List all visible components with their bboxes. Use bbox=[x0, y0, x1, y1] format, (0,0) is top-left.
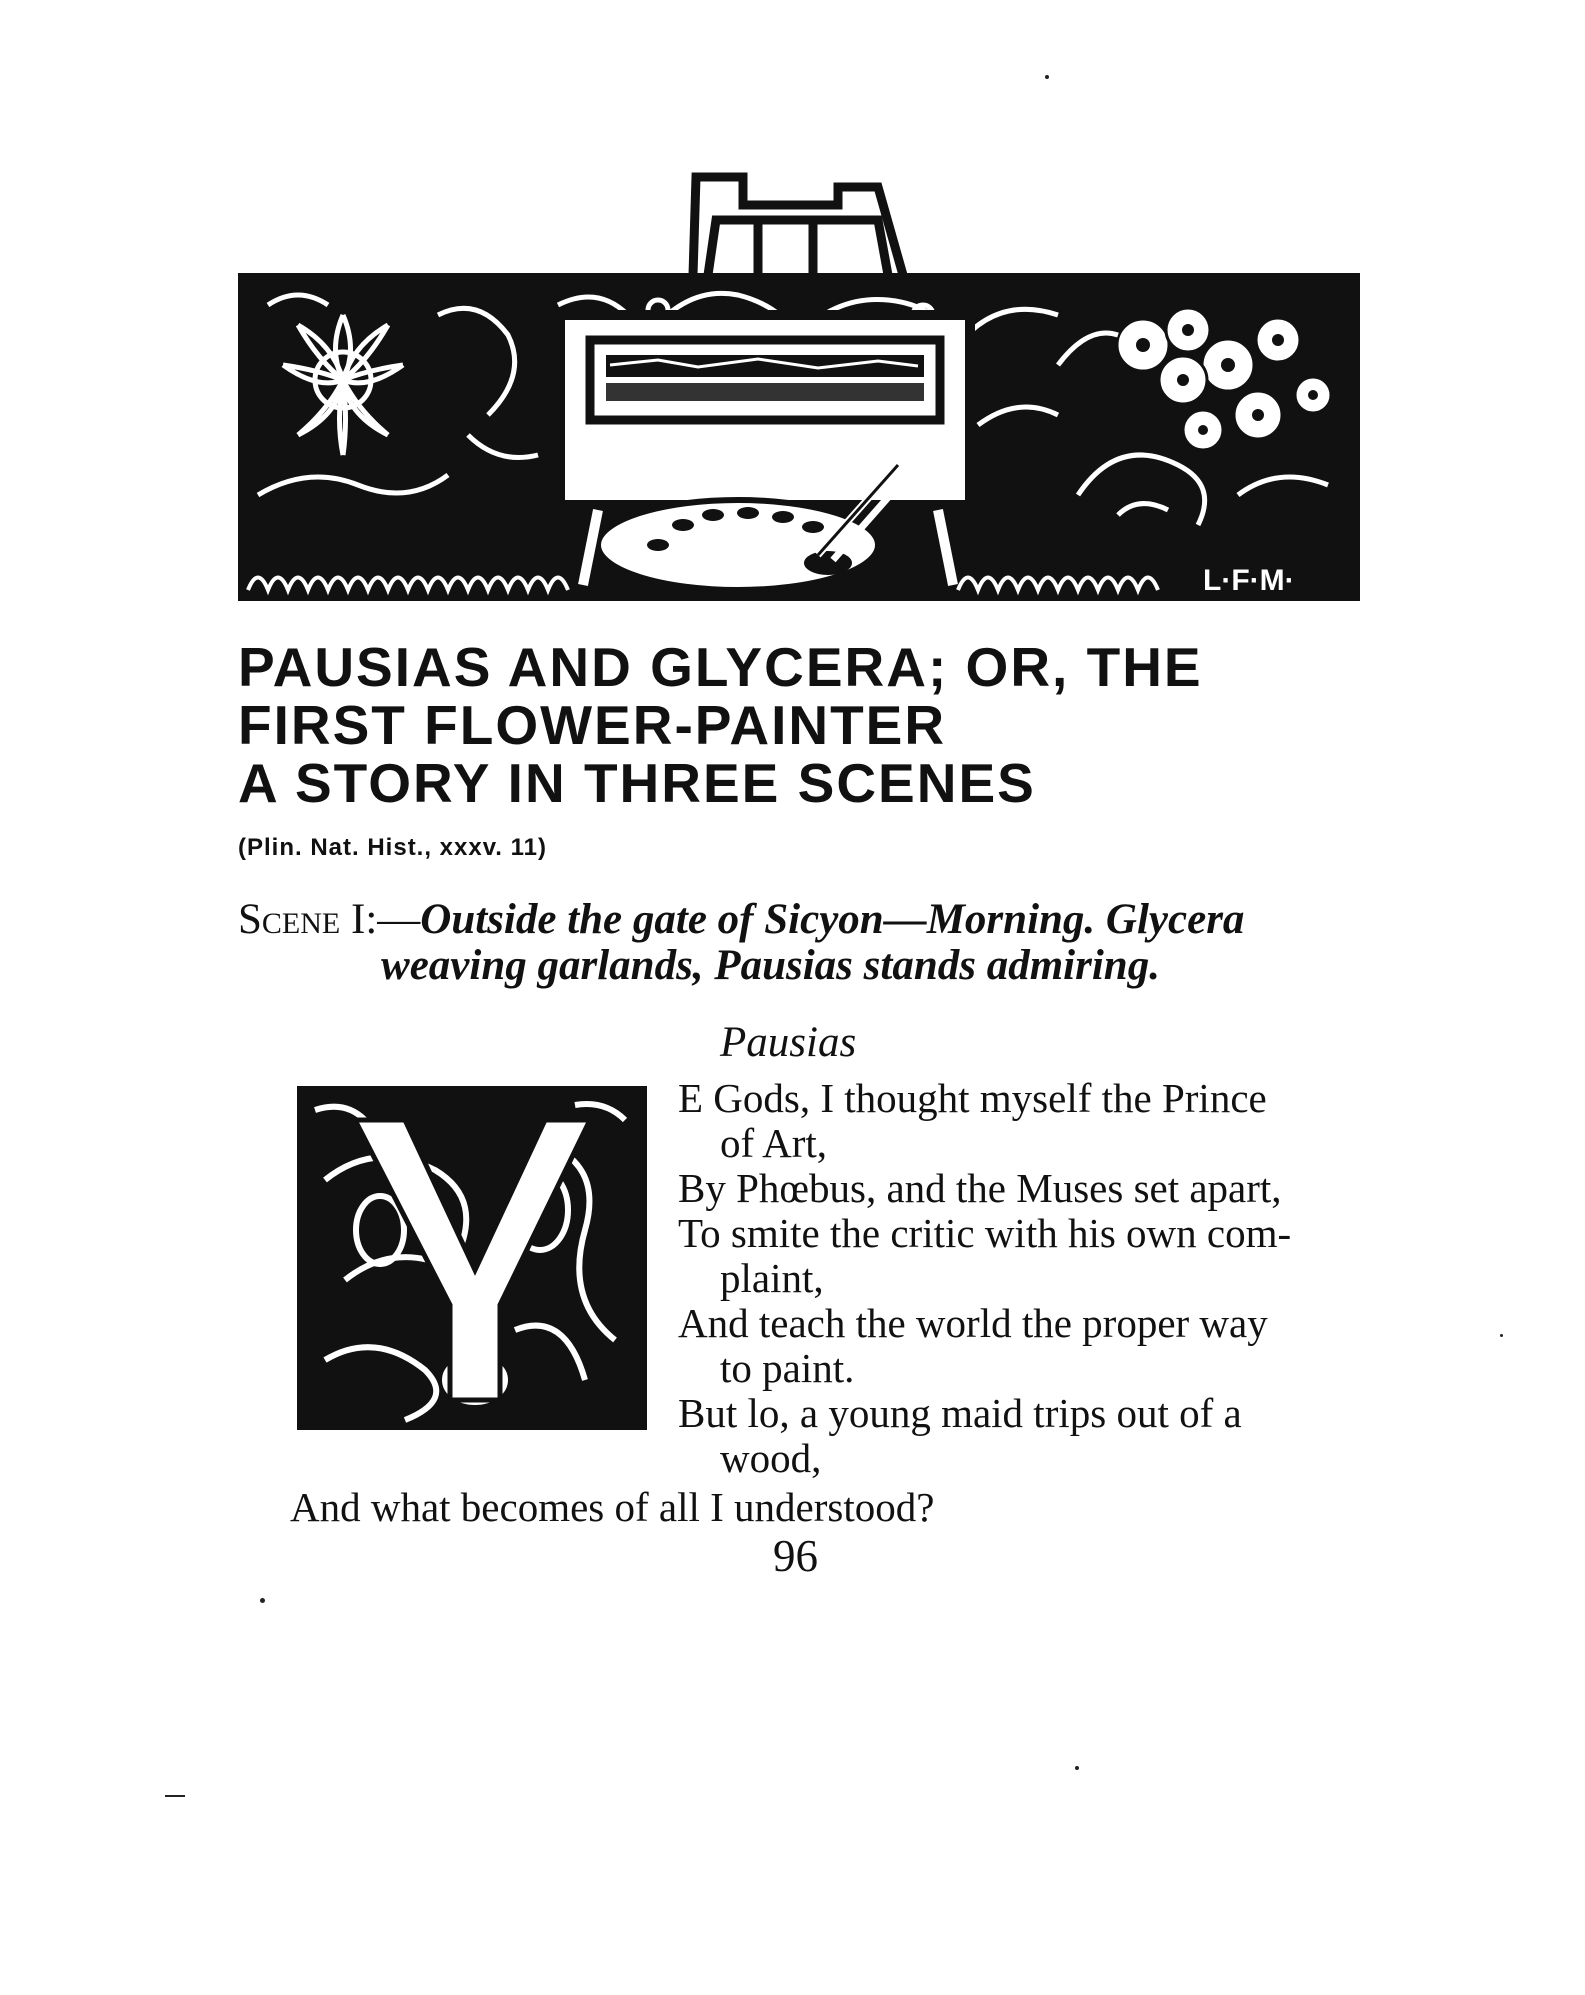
scene-label: Scene I bbox=[238, 896, 366, 943]
verse-line-continued: to paint. bbox=[720, 1345, 855, 1391]
easel-icon bbox=[693, 177, 903, 275]
speaker-name: Pausias bbox=[720, 1019, 857, 1066]
title-line: PAUSIAS AND GLYCERA; OR, THE bbox=[238, 636, 1203, 698]
verse-line: To smite the critic with his own com- bbox=[678, 1210, 1292, 1256]
verse-line: And teach the world the proper way bbox=[678, 1300, 1268, 1346]
verse-line: By Phœbus, and the Muses set apart, bbox=[678, 1165, 1282, 1211]
verse-block bbox=[678, 1076, 1368, 1481]
verse-line-continued: wood, bbox=[720, 1435, 822, 1481]
scan-speck bbox=[1045, 75, 1049, 79]
source-citation: (Plin. Nat. Hist., xxxv. 11) bbox=[238, 834, 547, 861]
header-woodcut-banner bbox=[238, 165, 1360, 605]
verse-line-continued: of Art, bbox=[720, 1120, 828, 1166]
canvas-icon bbox=[560, 315, 970, 505]
scene-heading bbox=[238, 897, 1363, 989]
title-line: A STORY IN THREE SCENES bbox=[238, 752, 1036, 814]
verse-line-continued: plaint, bbox=[720, 1255, 824, 1301]
banner-monogram: L·F·M· bbox=[1203, 564, 1295, 597]
scene-description-continued: weaving garlands, Pausias stands admiring. bbox=[381, 942, 1160, 989]
scan-speck bbox=[165, 1795, 185, 1797]
verse-line: E Gods, I thought myself the Prince bbox=[678, 1075, 1267, 1121]
scan-speck bbox=[260, 1598, 265, 1603]
scan-speck bbox=[1500, 1334, 1503, 1337]
verse-line-final: And what becomes of all I understood? bbox=[290, 1484, 935, 1530]
title-line: FIRST FLOWER-PAINTER bbox=[238, 694, 947, 756]
scene-description: Outside the gate of Sicyon—Morning. Glycera bbox=[420, 896, 1245, 943]
scene-separator: :— bbox=[365, 896, 421, 943]
scan-speck bbox=[1075, 1766, 1079, 1770]
page-number: 96 bbox=[773, 1531, 818, 1581]
chapter-title bbox=[238, 638, 1388, 862]
drop-cap-initial bbox=[285, 1080, 665, 1440]
verse-line: But lo, a young maid trips out of a bbox=[678, 1390, 1242, 1436]
